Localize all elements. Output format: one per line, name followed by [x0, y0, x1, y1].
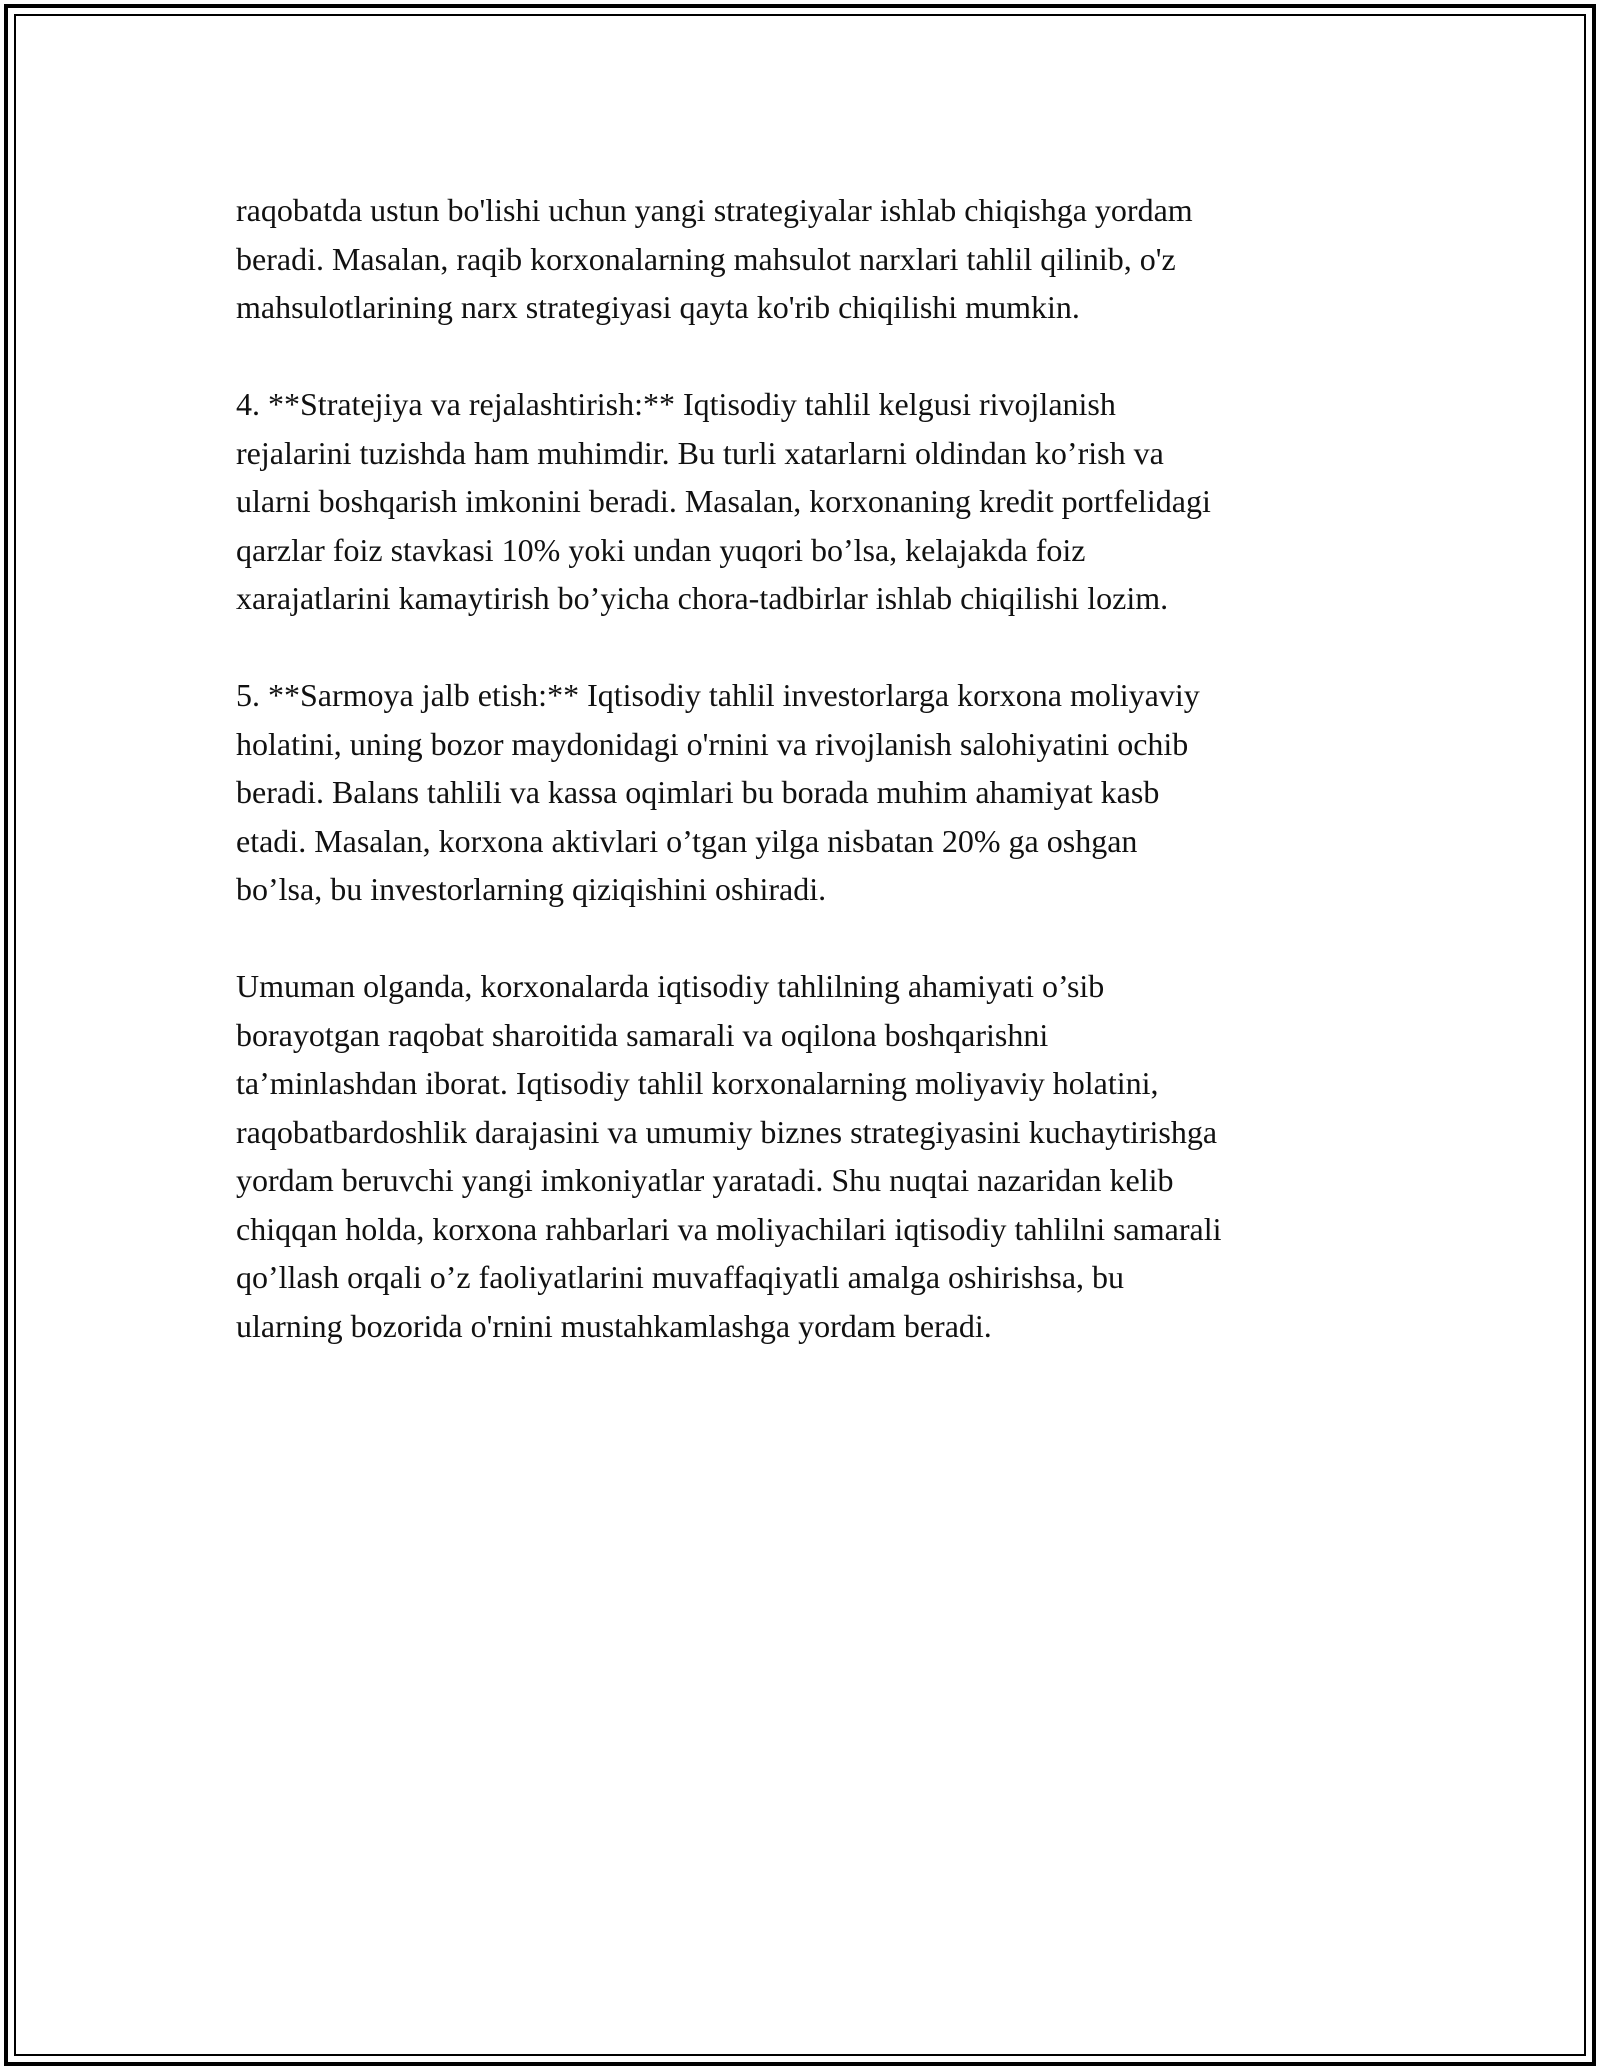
paragraph-competition [236, 186, 1376, 332]
text-line: 4. **Stratejiya va rejalashtirish:** Iqtisodiy tahlil kelgusi rivojlanish [236, 386, 1116, 422]
document-body [236, 186, 1376, 1399]
paragraph-investment [236, 671, 1376, 914]
paragraph-strategy-planning [236, 380, 1376, 623]
text-line: qo’llash orqali o’z faoliyatlarini muvaffaqiyatli amalga oshirishsa, bu [236, 1259, 1125, 1295]
paragraph-conclusion [236, 962, 1376, 1350]
text-line: etadi. Masalan, korxona aktivlari o’tgan yilga nisbatan 20% ga oshgan [236, 822, 1138, 859]
text-line: bo’lsa, bu investorlarning qiziqishini oshiradi. [236, 871, 827, 907]
text-line: raqobatbardoshlik darajasini va umumiy biznes strategiyasini kuchaytirishga [236, 1113, 1218, 1150]
text-line: beradi. Balans tahlili va kassa oqimlari bu borada muhim ahamiyat kasb [236, 774, 1160, 810]
text-line: beradi. Masalan, raqib korxonalarning mahsulot narxlari tahlil qilinib, o'z [236, 240, 1176, 277]
text-line: ta’minlashdan iborat. Iqtisodiy tahlil korxonalarning moliyaviy holatini, [236, 1065, 1159, 1101]
text-line: xarajatlarini kamaytirish bo’yicha chora-tadbirlar ishlab chiqilishi lozim. [236, 580, 1169, 616]
text-line: qarzlar foiz stavkasi 10% yoki undan yuqori bo’lsa, kelajakda foiz [236, 531, 1086, 568]
text-line: ularning bozorida o'rnini mustahkamlashga yordam beradi. [236, 1307, 992, 1344]
text-line: ularni boshqarish imkonini beradi. Masalan, korxonaning kredit portfelidagi [236, 483, 1211, 519]
text-line: mahsulotlarining narx strategiyasi qayta ko'rib chiqilishi mumkin. [236, 289, 1080, 325]
text-line: chiqqan holda, korxona rahbarlari va moliyachilari iqtisodiy tahlilni samarali [236, 1210, 1222, 1247]
text-line: yordam beruvchi yangi imkoniyatlar yaratadi. Shu nuqtai nazaridan kelib [236, 1162, 1174, 1198]
text-line: borayotgan raqobat sharoitida samarali va oqilona boshqarishni [236, 1016, 1049, 1053]
text-line: rejalarini tuzishda ham muhimdir. Bu turli xatarlarni oldindan ko’rish va [236, 434, 1164, 471]
text-line: raqobatda ustun bo'lishi uchun yangi strategiyalar ishlab chiqishga yordam [236, 192, 1193, 228]
text-line: Umuman olganda, korxonalarda iqtisodiy tahlilning ahamiyati o’sib [236, 968, 1105, 1004]
text-line: holatini, uning bozor maydonidagi o'rnini va rivojlanish salohiyatini ochib [236, 725, 1189, 762]
text-line: 5. **Sarmoya jalb etish:** Iqtisodiy tahlil investorlarga korxona moliyaviy [236, 677, 1200, 713]
